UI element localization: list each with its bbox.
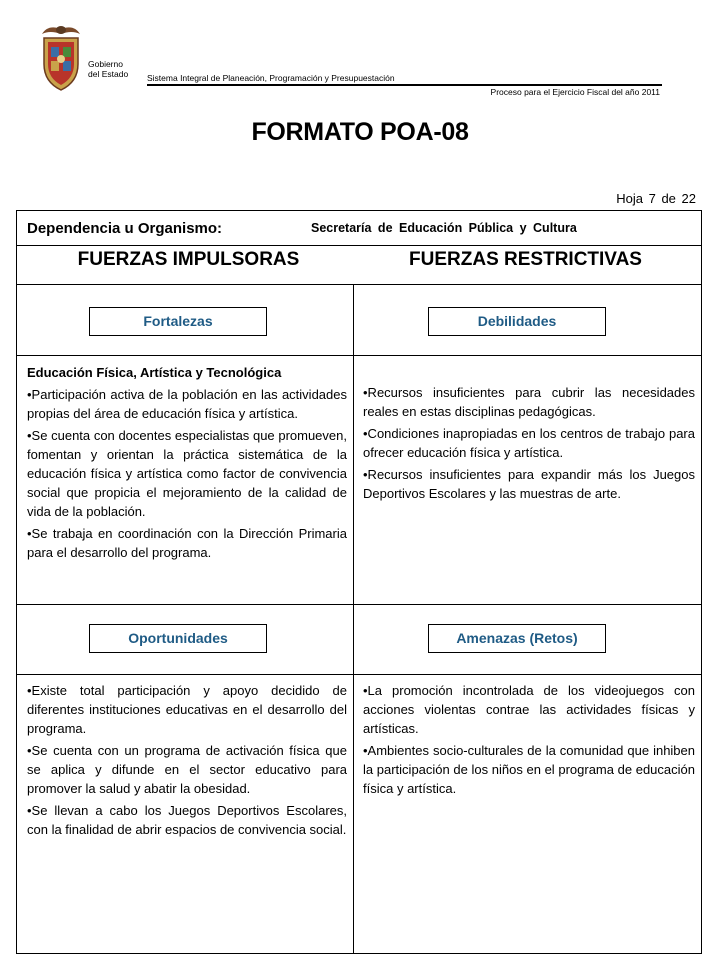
- gobierno-text: Gobierno: [88, 59, 123, 69]
- fortalezas-label: Fortalezas: [89, 307, 267, 336]
- column-divider: [353, 284, 354, 954]
- list-item: •Recursos insuficientes para expandir más los Juegos Deportivos Escolares y las muestras de arte.: [363, 467, 695, 501]
- list-item: •Se llevan a cabo los Juegos Deportivos Escolares, con la finalidad de abrir espacios de convivencia social.: [27, 803, 347, 837]
- list-item: •La promoción incontrolada de los videojuegos con acciones violentas contrae las actividades físicas y artísticas.: [363, 683, 695, 736]
- row-divider: [17, 284, 701, 285]
- list-item: •Recursos insuficientes para cubrir las necesidades reales en estas disciplinas pedagógicas.: [363, 385, 695, 419]
- page-number: Hoja 7 de 22: [616, 191, 696, 206]
- amenazas-label: Amenazas (Retos): [428, 624, 606, 653]
- state-seal-logo: [38, 20, 84, 94]
- dependencia-label: Dependencia u Organismo:: [27, 220, 223, 237]
- debilidades-label: Debilidades: [428, 307, 606, 336]
- section-title: Educación Física, Artística y Tecnológica: [27, 365, 282, 380]
- page-title: FORMATO POA-08: [251, 118, 469, 146]
- fuerzas-restrictivas-heading: FUERZAS RESTRICTIVAS: [409, 249, 642, 270]
- row-divider: [17, 674, 701, 675]
- list-item: •Se cuenta con docentes especialistas que promueven, fomentan y orientan la práctica sistemática de la educación física y artística como factor de convivencia social que propicia el mejoramiento de la calidad de vida de la población.: [27, 428, 347, 519]
- row-divider: [17, 355, 701, 356]
- debilidades-cell: [363, 383, 695, 506]
- form-table: [16, 210, 702, 954]
- gobierno-label: [88, 60, 128, 79]
- amenazas-cell: [363, 681, 695, 801]
- del-estado-text: del Estado: [88, 68, 129, 79]
- list-item: •Condiciones inapropiadas en los centros de trabajo para ofrecer educación física y artística.: [363, 426, 695, 460]
- list-item: •Existe total participación y apoyo decidido de diferentes instituciones educativas en el desarrollo del programa.: [27, 683, 347, 736]
- list-item: •Participación activa de la población en las actividades propias del área de educación física y artística.: [27, 387, 347, 421]
- header-rule: [147, 84, 662, 86]
- row-divider: [17, 604, 701, 605]
- oportunidades-cell: [27, 681, 347, 842]
- fiscal-process: Proceso para el Ejercicio Fiscal del año 2011: [490, 87, 660, 97]
- fortalezas-cell: [27, 363, 347, 565]
- system-name: Sistema Integral de Planeación, Programación y Presupuestación: [147, 73, 395, 83]
- list-item: •Se trabaja en coordinación con la Dirección Primaria para el desarrollo del programa.: [27, 526, 347, 560]
- list-item: •Se cuenta con un programa de activación física que se aplica y difunde en el sector educativo para promover la salud y abatir la obesidad.: [27, 743, 347, 796]
- fuerzas-impulsoras-heading: FUERZAS IMPULSORAS: [77, 249, 300, 270]
- list-item: •Ambientes socio-culturales de la comunidad que inhiben la participación de los niños en el programa de educación física y artística.: [363, 743, 695, 796]
- row-divider: [17, 245, 701, 246]
- dependencia-value: Secretaría de Educación Pública y Cultura: [311, 221, 577, 235]
- oportunidades-label: Oportunidades: [89, 624, 267, 653]
